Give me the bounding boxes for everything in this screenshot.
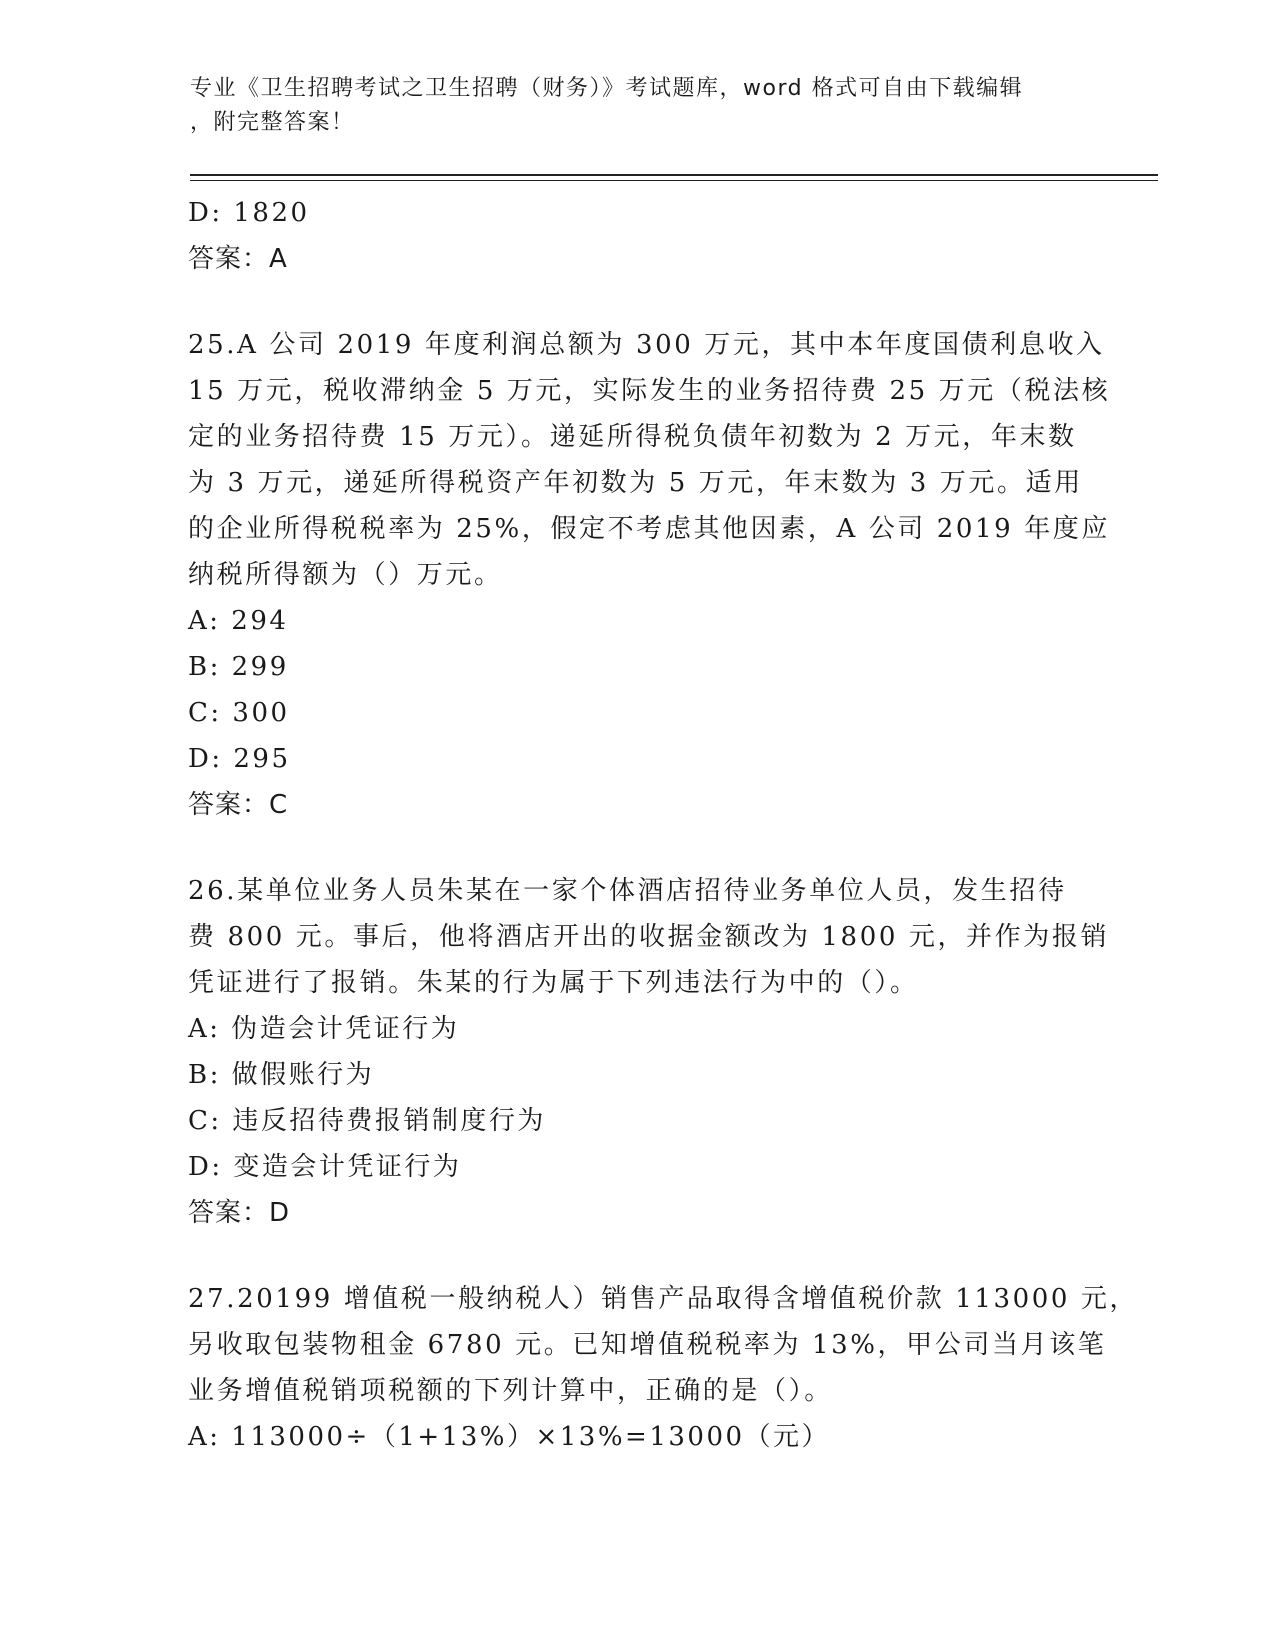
header-line-1: 专业《卫生招聘考试之卫生招聘（财务）》考试题库，word 格式可自由下载编辑 — [190, 76, 1024, 101]
header-line-2: ，附完整答案！ — [190, 110, 355, 135]
question-line: 另收取包装物租金 6780 元。已知增值税税率为 13%，甲公司当月该笔 — [188, 1330, 1107, 1360]
header-divider-thick — [190, 174, 1158, 176]
q26-answer: 答案：D — [188, 1198, 291, 1228]
question-line: 业务增值税销项税额的下列计算中，正确的是（）。 — [188, 1376, 833, 1406]
question-line: 15 万元，税收滞纳金 5 万元，实际发生的业务招待费 25 万元（税法核 — [188, 376, 1111, 406]
question-line: 25.A 公司 2019 年度利润总额为 300 万元，其中本年度国债利息收入 — [188, 330, 1105, 360]
question-line: 为 3 万元，递延所得税资产年初数为 5 万元，年末数为 3 万元。适用 — [188, 468, 1083, 498]
question-line: 纳税所得额为（）万元。 — [188, 560, 503, 590]
question-line: 27.20199 增值税一般纳税人）销售产品取得含增值税价款 113000 元， — [188, 1284, 1139, 1314]
question-line: 定的业务招待费 15 万元）。递延所得税负债年初数为 2 万元，年末数 — [188, 422, 1077, 452]
q25-option-d: D: 295 — [188, 744, 291, 774]
question-line: 的企业所得税税率为 25%，假定不考虑其他因素，A 公司 2019 年度应 — [188, 514, 1110, 544]
q26-option-c: C: 违反招待费报销制度行为 — [188, 1106, 546, 1136]
prev-option-d: D: 1820 — [188, 198, 310, 228]
question-line: 费 800 元。事后，他将酒店开出的收据金额改为 1800 元，并作为报销 — [188, 922, 1110, 952]
q27-option-a: A: 113000÷（1+13%）×13%=13000（元） — [188, 1422, 831, 1452]
q26-option-b: B: 做假账行为 — [188, 1060, 375, 1090]
question-27-text — [188, 1276, 1139, 1414]
question-26-text — [188, 868, 1110, 1006]
q25-option-a: A: 294 — [188, 606, 289, 636]
q26-option-d: D: 变造会计凭证行为 — [188, 1152, 462, 1182]
question-line: 26.某单位业务人员朱某在一家个体酒店招待业务单位人员，发生招待 — [188, 876, 1067, 906]
prev-answer: 答案：A — [188, 244, 288, 274]
q25-option-b: B: 299 — [188, 652, 289, 682]
document-header — [190, 72, 1090, 140]
question-content — [188, 190, 1139, 1460]
question-25-text — [188, 322, 1111, 598]
q25-option-c: C: 300 — [188, 698, 290, 728]
q26-option-a: A: 伪造会计凭证行为 — [188, 1014, 460, 1044]
q25-answer: 答案：C — [188, 790, 289, 820]
header-divider-thin — [190, 180, 1158, 181]
question-line: 凭证进行了报销。朱某的行为属于下列违法行为中的（）。 — [188, 968, 919, 998]
